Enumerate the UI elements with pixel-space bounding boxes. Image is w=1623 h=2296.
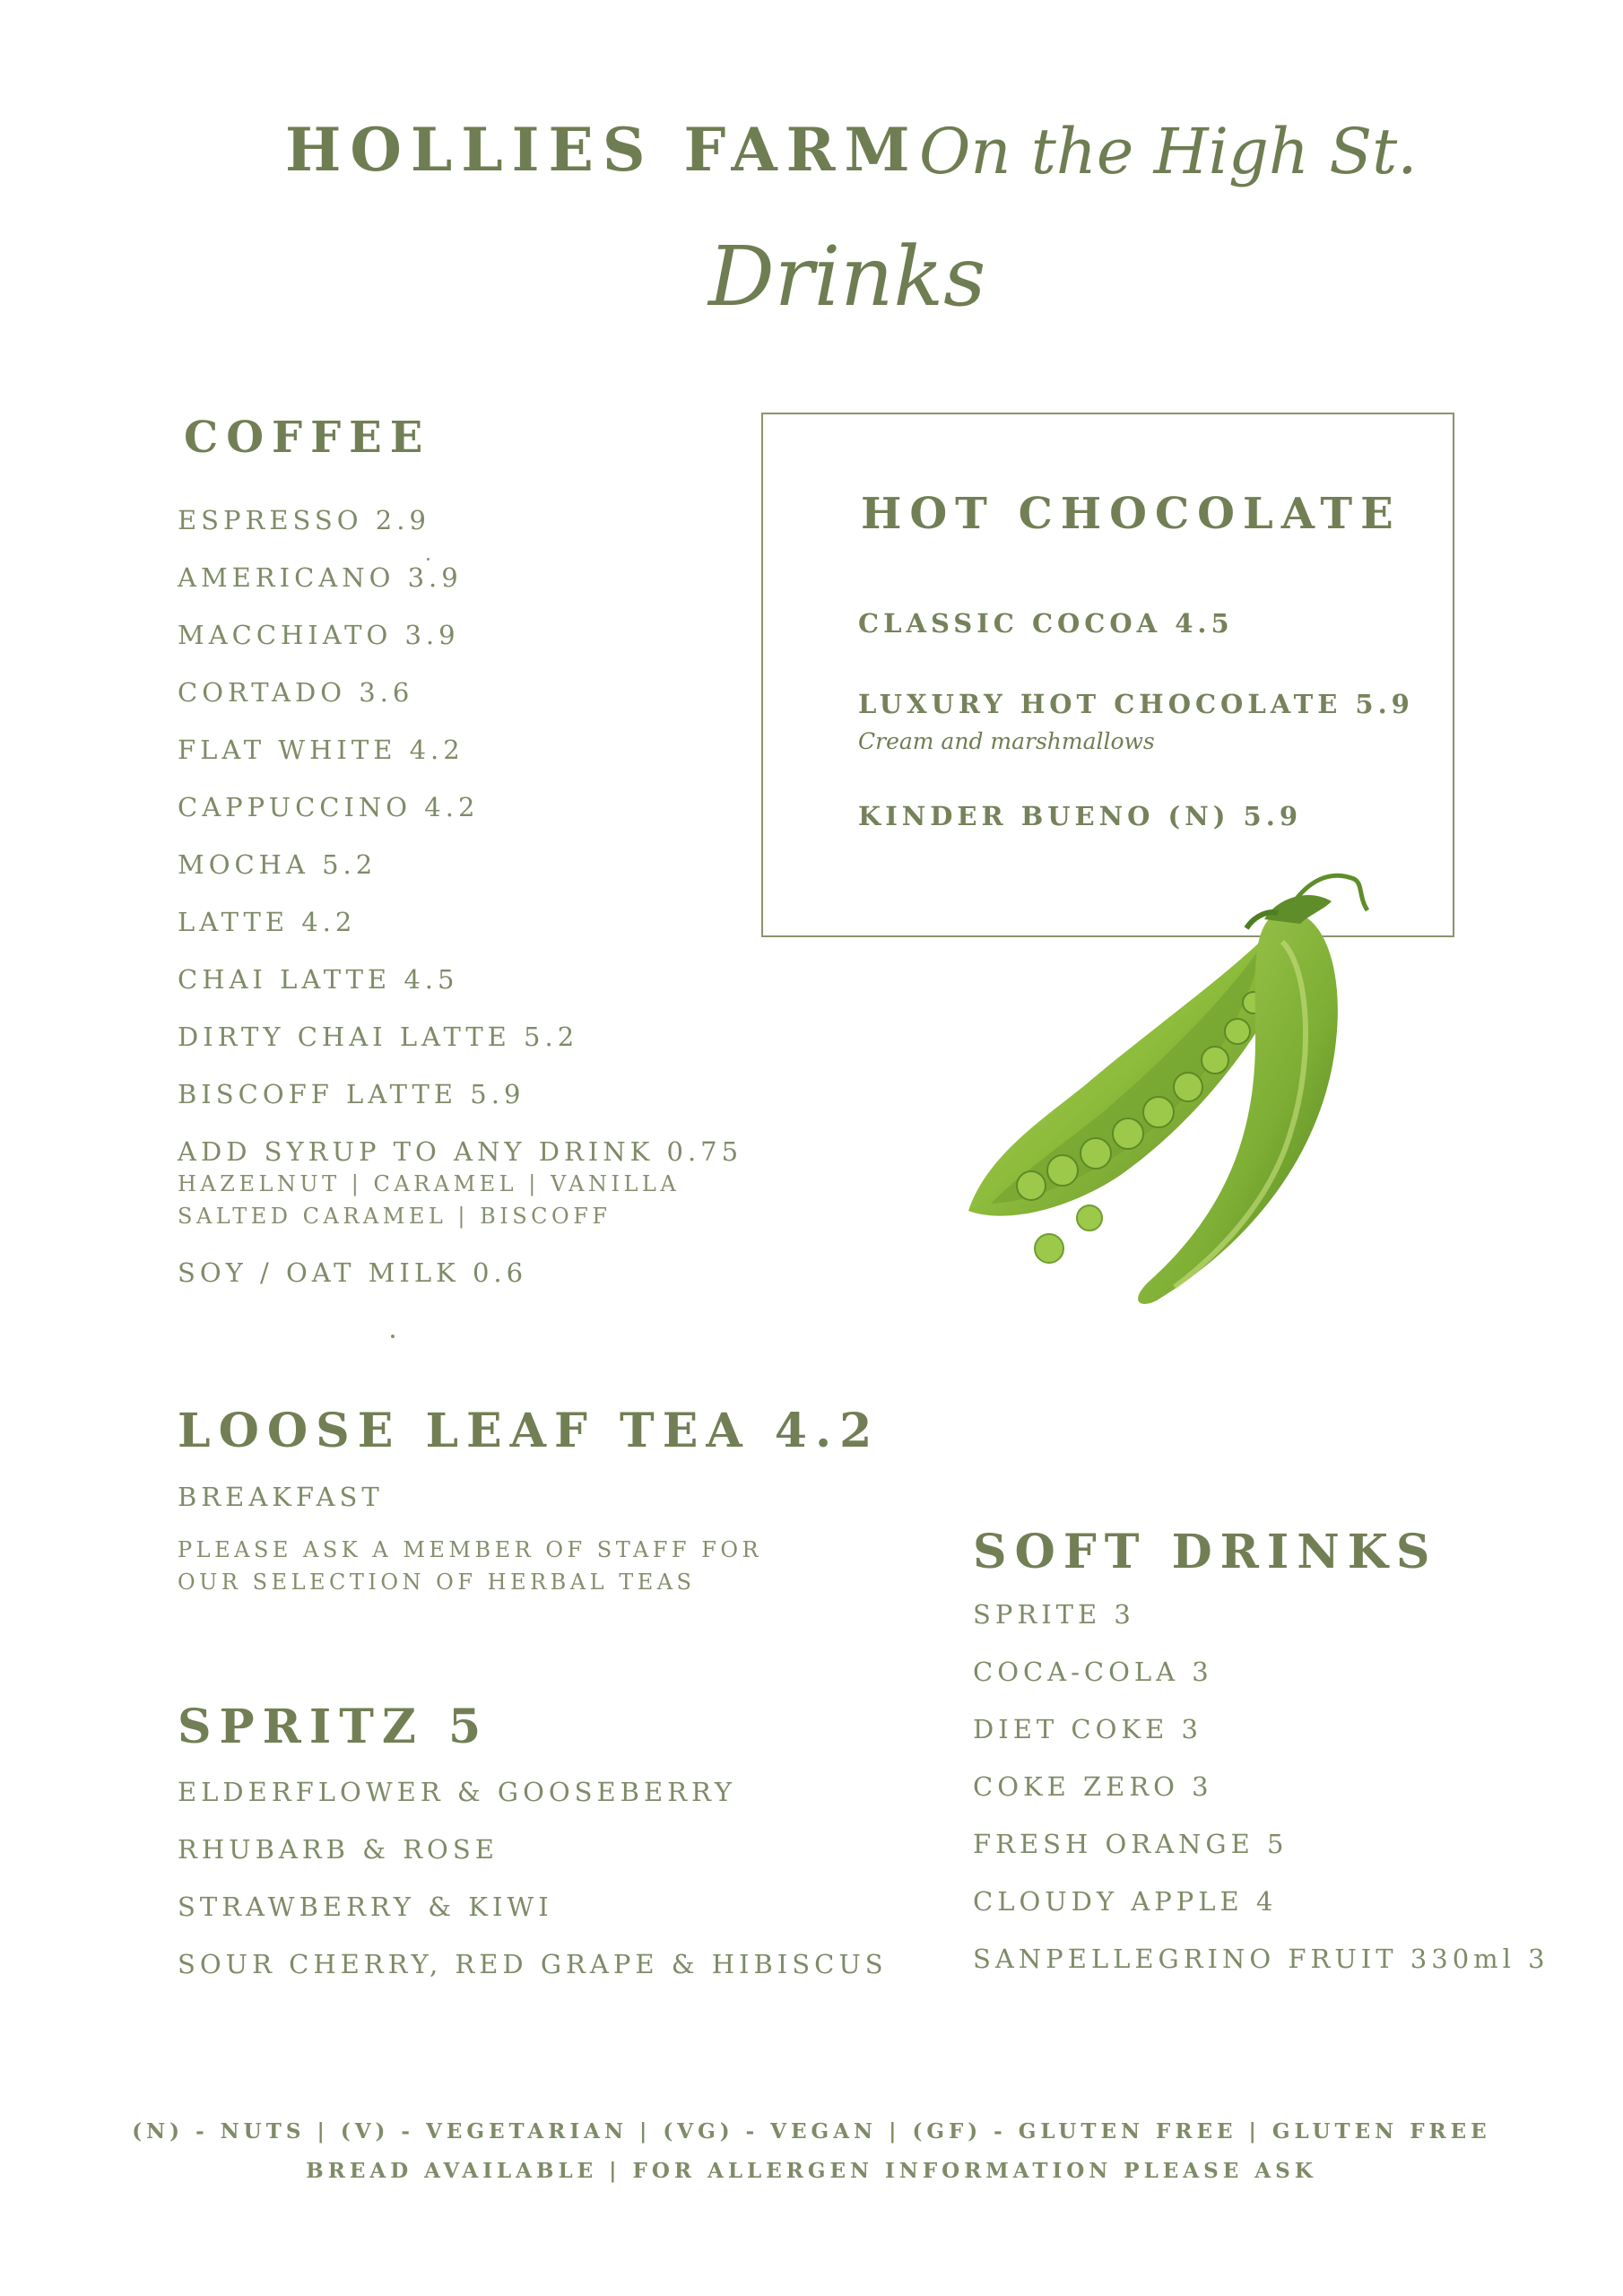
hot-chocolate-item: KINDER BUENO (N) 5.9	[858, 801, 1302, 831]
tea-note-line: PLEASE ASK A MEMBER OF STAFF FOR	[178, 1537, 763, 1562]
tea-item: BREAKFAST	[178, 1482, 384, 1512]
milk-option: SOY / OAT MILK 0.6	[178, 1257, 528, 1288]
list-item: CLOUDY APPLE 4	[973, 1886, 1278, 1917]
spritz-list	[178, 1774, 888, 2004]
syrup-options-line: HAZELNUT | CARAMEL | VANILLA	[178, 1171, 681, 1196]
hot-chocolate-item: CLASSIC COCOA 4.5	[858, 608, 1234, 639]
decorative-dot	[427, 558, 430, 561]
list-item: RHUBARB & ROSE	[178, 1834, 499, 1865]
list-item: DIET COKE 3	[973, 1714, 1202, 1744]
list-item: ADD SYRUP TO ANY DRINK 0.75	[178, 1136, 743, 1167]
list-item: ESPRESSO 2.9	[178, 505, 430, 535]
list-item: COKE ZERO 3	[973, 1771, 1213, 1802]
soft-drinks-heading: SOFT DRINKS	[973, 1525, 1438, 1579]
list-item: FRESH ORANGE 5	[973, 1829, 1289, 1859]
tea-note-line: OUR SELECTION OF HERBAL TEAS	[178, 1570, 696, 1595]
list-item: SANPELLEGRINO FRUIT 330ml 3	[973, 1944, 1549, 1974]
pea-pod-icon	[968, 861, 1435, 1327]
list-item: AMERICANO 3.9	[178, 562, 463, 593]
hot-chocolate-item: LUXURY HOT CHOCOLATE 5.9	[858, 689, 1414, 719]
hot-chocolate-heading: HOT CHOCOLATE	[861, 489, 1402, 539]
footer-line: (N) - NUTS | (V) - VEGETARIAN | (VG) - VEGAN | (GF) - GLUTEN FREE | GLUTEN FREE	[132, 2119, 1491, 2144]
syrup-options-line: SALTED CARAMEL | BISCOFF	[178, 1204, 612, 1229]
list-item: MACCHIATO 3.9	[178, 620, 460, 650]
list-item: STRAWBERRY & KIWI	[178, 1892, 553, 1922]
list-item: CAPPUCCINO 4.2	[178, 792, 480, 822]
brand-name: HOLLIES FARM	[285, 115, 919, 185]
list-item: CORTADO 3.6	[178, 677, 414, 708]
list-item: ELDERFLOWER & GOOSEBERRY	[178, 1777, 737, 1807]
hot-chocolate-note: Cream and marshmallows	[858, 728, 1155, 754]
list-item: BISCOFF LATTE 5.9	[178, 1079, 525, 1109]
coffee-list	[178, 502, 742, 1191]
list-item: MOCHA 5.2	[178, 849, 378, 880]
page-title: Drinks	[708, 229, 986, 325]
decorative-dot	[391, 1335, 395, 1338]
list-item: SOUR CHERRY, RED GRAPE & HIBISCUS	[178, 1949, 888, 1979]
list-item: FLAT WHITE 4.2	[178, 735, 464, 765]
list-item: LATTE 4.2	[178, 907, 357, 937]
footer-line: BREAD AVAILABLE | FOR ALLERGEN INFORMATION PLEASE ASK	[306, 2159, 1317, 2183]
allergen-footer	[0, 2112, 1623, 2191]
list-item: COCA-COLA 3	[973, 1657, 1213, 1687]
list-item: CHAI LATTE 4.5	[178, 964, 459, 995]
list-item: SPRITE 3	[973, 1599, 1135, 1630]
spritz-heading: SPRITZ 5	[178, 1700, 490, 1754]
list-item: DIRTY CHAI LATTE 5.2	[178, 1022, 579, 1052]
syrup-options	[178, 1168, 680, 1232]
coffee-heading: COFFEE	[184, 413, 431, 463]
tea-note	[178, 1534, 762, 1598]
soft-drinks-list	[973, 1596, 1549, 1998]
tea-heading: LOOSE LEAF TEA 4.2	[178, 1404, 881, 1458]
tagline: On the High St.	[919, 115, 1418, 188]
